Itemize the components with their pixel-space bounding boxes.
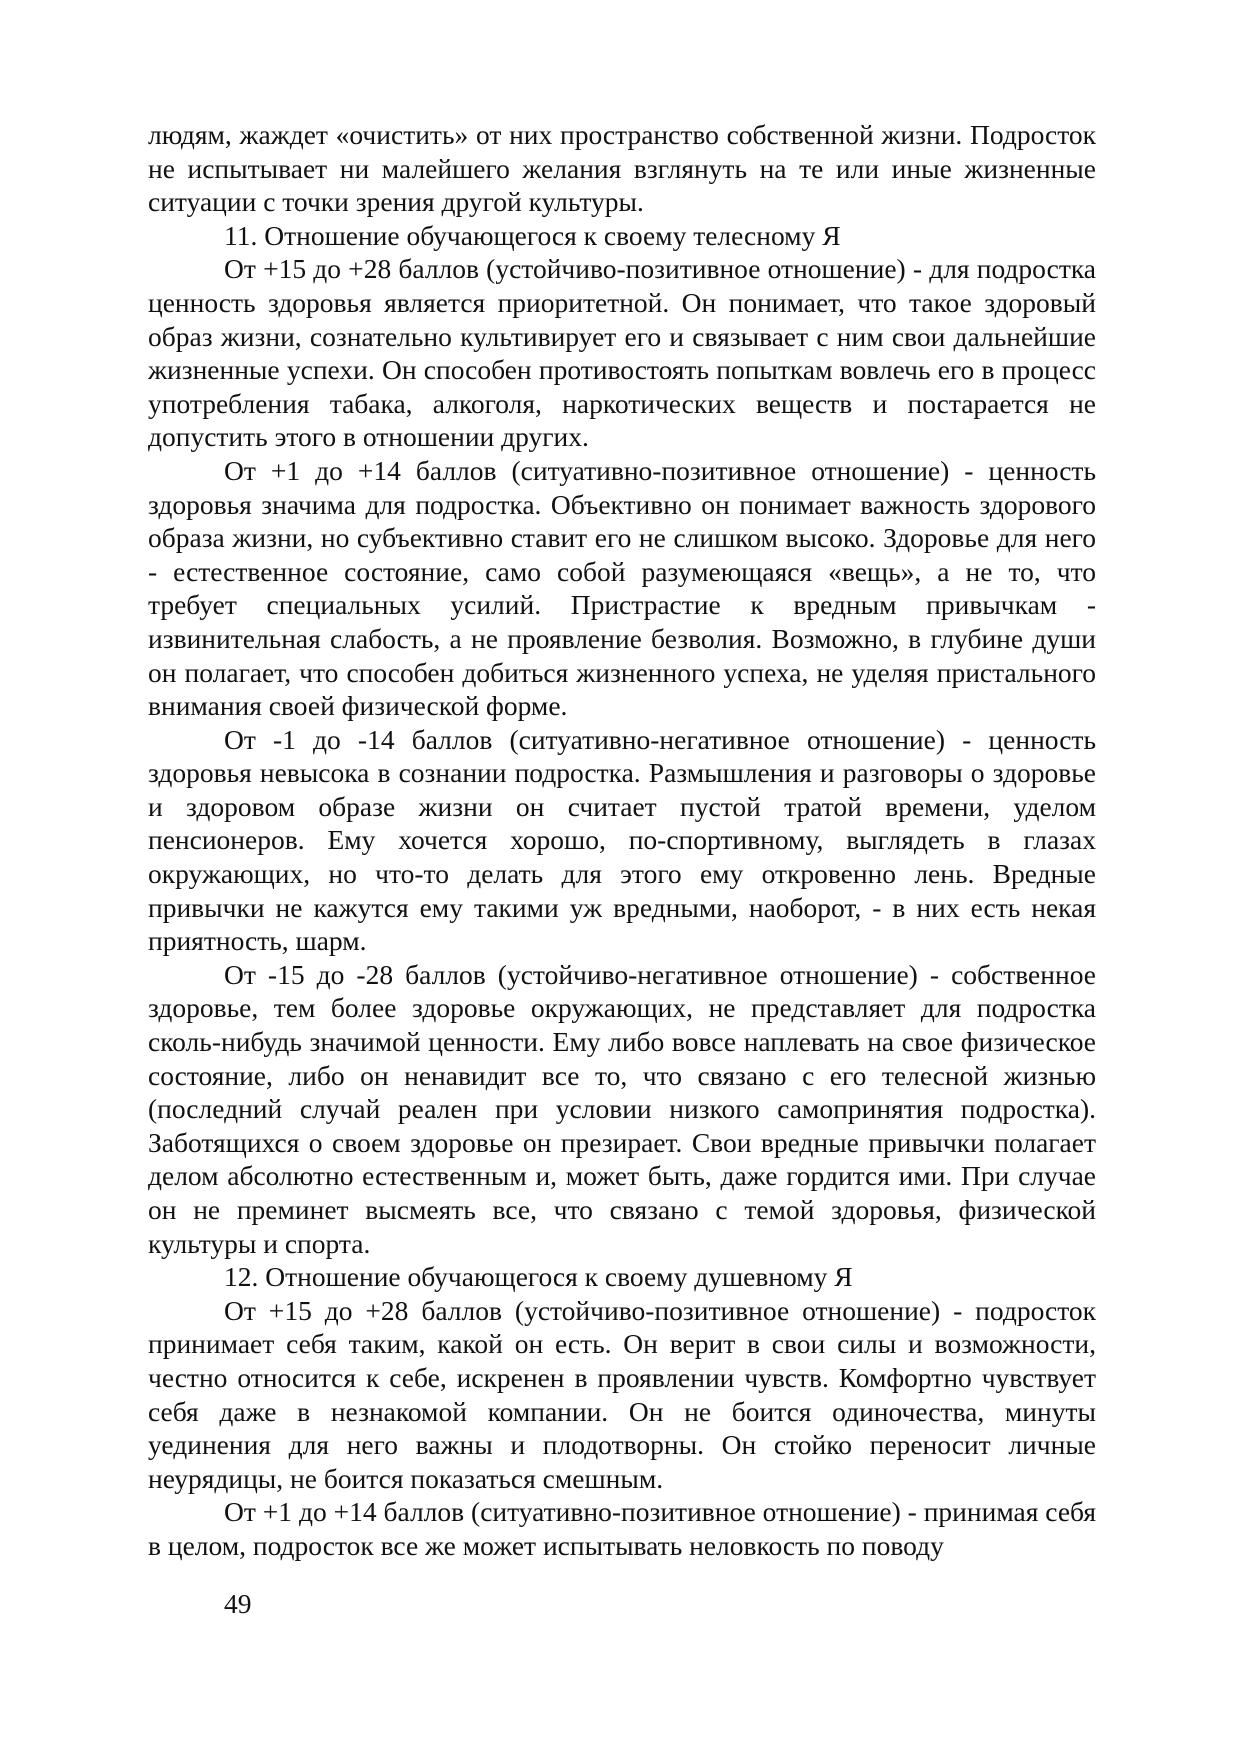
paragraph-physical-stable-negative: От -15 до -28 баллов (устойчиво-негативное отношение) - собственное здоровье, тем более здоровье окружающих, не представляет для подростка сколь-нибудь значимой ценности. Ему либо вовсе наплевать на свое физическое состояние, либо он ненавидит все то, что связано с его телесной жизнью (последний случай реален при условии низкого самопринятия подростка). Заботящихся о своем здоровье он презирает. Свои вредные привычки полагает делом абсолютно естественным и, может быть, даже гордится ими. При случае он не преминет высмеять все, что связано с темой здоровья, физической культуры и спорта. — [148, 958, 1096, 1259]
paragraph-mental-stable-positive: От +15 до +28 баллов (устойчиво-позитивное отношение) - подросток принимает себя таким, какой он есть. Он верит в свои силы и возможности, честно относится к себе, искренен в проявлении чувств. Комфортно чувствует себя даже в незнакомой компании. Он не боится одиночества, минуты уединения для него важны и плодотворны. Он стойко переносит личные неурядицы, не боится показаться смешным. — [148, 1294, 1096, 1494]
page-number: 49 — [224, 1588, 252, 1619]
paragraph-physical-stable-positive: От +15 до +28 баллов (устойчиво-позитивное отношение) - для подростка ценность здоровья является приоритетной. Он понимает, что такое здоровый образ жизни, сознательно культивирует его и связывает с ним свои дальнейшие жизненные успехи. Он способен противостоять попыткам вовлечь его в процесс употребления табака, алкоголя, наркотических веществ и постарается не допустить этого в отношении других. — [148, 253, 1096, 453]
section-heading-12: 12. Отношение обучающегося к своему душевному Я — [224, 1261, 853, 1293]
paragraph-continuation: людям, жаждет «очистить» от них пространство собственной жизни. Подросток не испытывает ни малейшего желания взглянуть на те или иные жизненные ситуации с точки зрения другой культуры. — [148, 119, 1096, 218]
section-heading-11: 11. Отношение обучающегося к своему телесному Я — [224, 219, 841, 251]
paragraph-physical-situational-negative: От -1 до -14 баллов (ситуативно-негативное отношение) - ценность здоровья невысока в сознании подростка. Размышления и разговоры о здоровье и здоровом образе жизни он считает пустой тратой времени, уделом пенсионеров. Ему хочется хорошо, по-спортивному, выглядеть в глазах окружающих, но что-то делать для этого ему откровенно лень. Вредные привычки не кажутся ему такими уж вредными, наоборот, - в них есть некая приятность, шарм. — [148, 723, 1096, 957]
paragraph-mental-situational-positive: От +1 до +14 баллов (ситуативно-позитивное отношение) - принимая себя в целом, подросток все же может испытывать неловкость по поводу — [148, 1496, 1096, 1561]
document-body — [148, 118, 1096, 1563]
paragraph-physical-situational-positive: От +1 до +14 баллов (ситуативно-позитивное отношение) - ценность здоровья значима для подростка. Объективно он понимает важность здорового образа жизни, но субъективно ставит его не слишком высоко. Здоровье для него - естественное состояние, само собой разумеющаяся «вещь», а не то, что требует специальных усилий. Пристрастие к вредным привычкам - извинительная слабость, а не проявление безволия. Возможно, в глубине души он полагает, что способен добиться жизненного успеха, не уделяя пристального внимания своей физической форме. — [148, 454, 1096, 722]
